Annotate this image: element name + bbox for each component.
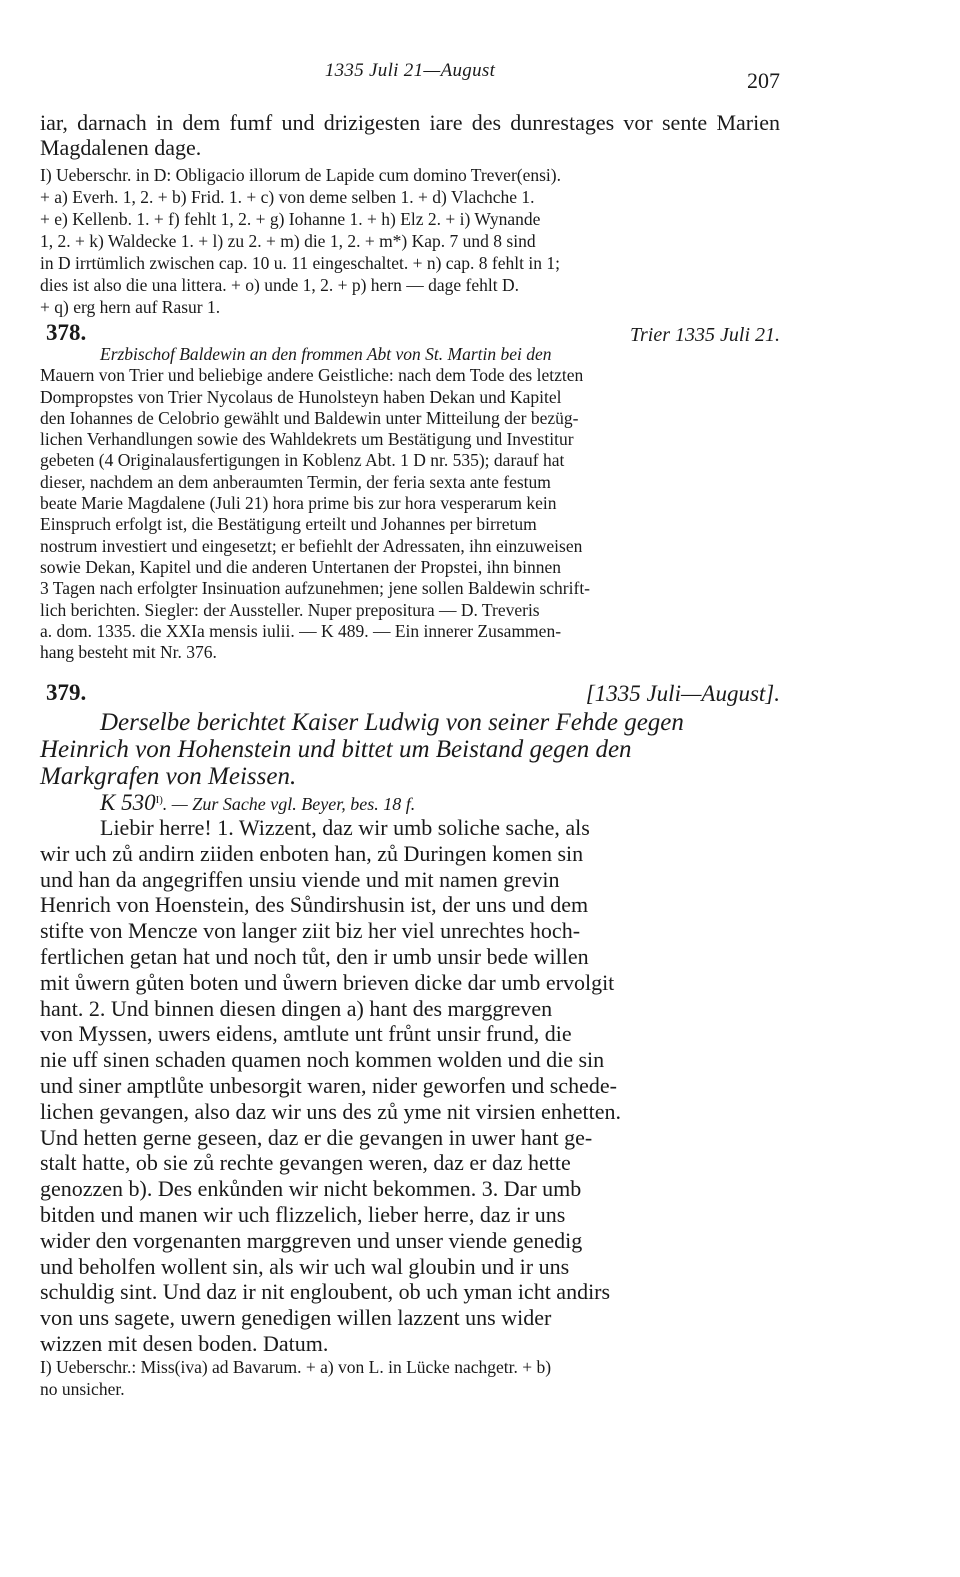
footnote-marker: I) [155, 794, 163, 806]
body-line: Henrich von Hoenstein, des Sůndirshusin ist, der uns und dem [40, 892, 589, 918]
reference-note: . — Zur Sache vgl. Beyer, bes. 18 f. [162, 794, 416, 814]
body-line: wider den vorgenanten marggreven und unser viende genedig [40, 1227, 583, 1253]
body-line: hant. 2. Und binnen diesen dingen a) hant des marggreven [40, 995, 553, 1021]
body-line: mit ůwern gůten boten und ůwern brieven dicke dar umb ervolgit [40, 969, 615, 995]
entry-number: 379. [46, 680, 87, 705]
summary-line: lichen Verhandlungen sowie des Wahldekrets um Bestätigung und Investitur [40, 429, 574, 450]
note-line: no unsicher. [40, 1379, 125, 1399]
body-line: wizzen mit desen boden. Datum. [40, 1330, 329, 1356]
body-line: bitden und manen wir uch flizzelich, lieber herre, daz ir uns [40, 1201, 566, 1227]
summary-line: dieser, nachdem an dem anberaumten Termin, der feria sexta ante festum [40, 471, 551, 492]
entry-379-notes [40, 1356, 780, 1400]
running-title: 1335 Juli 21—August [324, 60, 496, 81]
summary-line: 3 Tagen nach erfolgter Insinuation aufzunehmen; jene sollen Baldewin schrift- [40, 578, 591, 599]
note-line: I) Ueberschr. in D: Obligacio illorum de Lapide cum domino Trever(ensi). [40, 165, 561, 185]
body-line: Liebir herre! 1. Wizzent, daz wir umb soliche sache, als [100, 815, 590, 840]
body-line: stalt hatte, ob sie zů rechte gevangen weren, daz er daz hette [40, 1150, 571, 1176]
entry-378-summary [40, 344, 780, 663]
title-line: Derselbe berichtet Kaiser Ludwig von seiner Fehde gegen [100, 709, 684, 736]
entry-379-reference [40, 792, 780, 815]
body-line: lichen gevangen, also daz wir uns des zů yme nit virsien enhetten. [40, 1098, 621, 1124]
entry-date: [1335 Juli—August]. [585, 681, 780, 706]
summary-line: Dompropstes von Trier Nycolaus de Hunolsteyn haben Dekan und Kapitel [40, 386, 562, 407]
summary-line: gebeten (4 Originalausfertigungen in Koblenz Abt. 1 D nr. 535); darauf hat [40, 450, 565, 471]
title-line: Markgrafen von Meissen. [40, 763, 297, 790]
page-number: 207 [747, 68, 780, 93]
entry-379-heading [40, 680, 780, 710]
summary-line: lich berichten. Siegler: der Aussteller. Nuper prepositura — D. Treveris [40, 599, 540, 620]
note-line: + a) Everh. 1, 2. + b) Frid. 1. + c) von deme selben 1. + d) Vlachche 1. [40, 187, 535, 207]
note-line: I) Ueberschr.: Miss(iva) ad Bavarum. + a) von L. in Lücke nachgetr. + b) [40, 1357, 552, 1377]
body-line: und han da angegriffen unsiu viende und mit namen grevin [40, 866, 560, 892]
entry-date: Trier 1335 Juli 21. [629, 324, 780, 346]
archive-reference: K 530 [100, 790, 156, 815]
body-line: wir uch zů andirn ziiden enboten han, zů Duringen komen sin [40, 840, 584, 866]
note-line: + e) Kellenb. 1. + f) fehlt 1, 2. + g) Iohanne 1. + h) Elz 2. + i) Wynande [40, 209, 541, 229]
body-line: von Myssen, uwers eidens, amtlute unt frůnt unsir frund, die [40, 1021, 572, 1047]
entry-379-body [40, 815, 780, 1357]
body-line: und beholfen wollent sin, als wir uch wal gloubin und ir uns [40, 1253, 570, 1279]
summary-line: Einspruch erfolgt ist, die Bestätigung erteilt und Johannes per birretum [40, 514, 537, 535]
summary-line: Erzbischof Baldewin an den frommen Abt von St. Martin bei den [100, 344, 552, 364]
body-line: genozzen b). Des enkůnden wir nicht bekommen. 3. Dar umb [40, 1176, 582, 1202]
entry-379-title [40, 709, 780, 790]
summary-line: nostrum investiert und eingesetzt; er befiehlt der Adressaten, ihn einzuweisen [40, 535, 583, 556]
summary-line: den Iohannes de Celobrio gewählt und Baldewin unter Mitteilung der bezüg- [40, 407, 579, 428]
body-line: stifte von Mencze von langer ziit biz her viel unrechtes hoch- [40, 918, 581, 944]
title-line: Heinrich von Hohenstein und bittet um Beistand gegen den [40, 736, 632, 763]
body-line: von uns sagete, uwern genedigen willen lazzent uns wider [40, 1305, 552, 1331]
body-line: fertlichen getan hat und noch tůt, den ir umb unsir bede willen [40, 943, 589, 969]
previous-entry-notes [40, 164, 780, 318]
body-line: und siner amptlůte unbesorgit waren, nider geworfen und schede- [40, 1072, 617, 1098]
entry-number: 378. [46, 320, 87, 345]
note-line: 1, 2. + k) Waldecke 1. + l) zu 2. + m) die 1, 2. + m*) Kap. 7 und 8 sind [40, 231, 536, 251]
summary-line: beate Marie Magdalene (Juli 21) hora prime bis zur hora vesperarum kein [40, 493, 557, 514]
note-line: + q) erg hern auf Rasur 1. [40, 297, 221, 317]
note-line: in D irrtümlich zwischen cap. 10 u. 11 eingeschaltet. + n) cap. 8 fehlt in 1; [40, 253, 560, 273]
body-line: schuldig sint. Und daz ir nit engloubent, ob uch yman icht andirs [40, 1279, 611, 1305]
note-line: dies ist also die una littera. + o) unde 1, 2. + p) hern — dage fehlt D. [40, 275, 519, 295]
summary-line: sowie Dekan, Kapitel und die anderen Untertanen der Propstei, ihn binnen [40, 556, 561, 577]
body-line: nie uff sinen schaden quamen noch kommen wolden und die sin [40, 1047, 605, 1073]
body-line: Und hetten gerne geseen, daz er die gevangen in uwer hant ge- [40, 1124, 593, 1150]
summary-line: hang besteht mit Nr. 376. [40, 642, 217, 663]
previous-entry-text: iar, darnach in dem fumf und drizigesten iare des dunrestages vor sente Marien Magdalenen dage. [40, 110, 780, 160]
summary-line: a. dom. 1335. die XXIa mensis iulii. — K 489. — Ein innerer Zusammen- [40, 620, 562, 641]
page-header [40, 58, 780, 92]
summary-line: Mauern von Trier und beliebige andere Geistliche: nach dem Tode des letzten [40, 365, 584, 386]
